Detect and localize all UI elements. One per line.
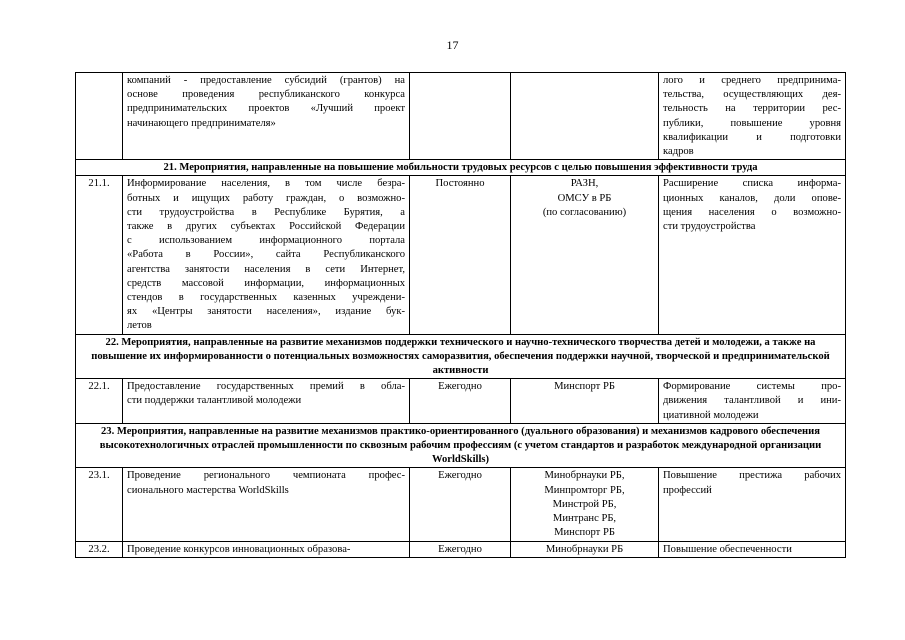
measure-executors <box>511 541 659 557</box>
section-header-row <box>76 334 846 379</box>
measure-description-line: агентства занятости населения в сети Интернет, <box>127 263 405 275</box>
expected-result-line: Повышение обеспеченности <box>663 543 792 555</box>
item-number: 23.1. <box>76 468 123 541</box>
expected-result <box>659 73 846 160</box>
executor: Минобрнауки РБ <box>545 543 624 555</box>
item-number <box>76 73 123 160</box>
measure-description-line: ях «Центры занятости населения», издание бук- <box>127 306 405 318</box>
executor: Минтранс РБ, <box>552 513 617 525</box>
executor: РАЗН, <box>570 178 599 190</box>
item-number: 23.2. <box>76 541 123 557</box>
measure-description-line: средств массовой информации, информационных <box>127 277 405 289</box>
page-number: 17 <box>446 38 459 52</box>
expected-result <box>659 379 846 424</box>
expected-result-line: циативной молодежи <box>663 409 759 421</box>
expected-result-line: лого и среднего предпринима- <box>663 75 841 86</box>
measure-description-line: сти поддержки талантливой молодежи <box>127 395 302 407</box>
expected-result-line: щения населения о возможно- <box>663 206 841 218</box>
section-title: 23. Мероприятия, направленные на развитие механизмов практико-ориентированного (дуального образования) и механизмов кадрового обеспечения высокотехнологичных отраслей промышленности по сквозным рабочим профессиям (с учетом стандартов и разработок международной организации WorldSkills) <box>76 423 846 468</box>
expected-result <box>659 541 846 557</box>
measure-term: Ежегодно <box>410 468 511 541</box>
expected-result-line: Формирование системы про- <box>663 381 841 393</box>
measure-description-line: сти трудоустройства в Республике Бурятия, а <box>127 206 405 218</box>
measure-description-line: «Работа в России», сайта Республиканского <box>127 249 405 261</box>
measure-term <box>410 73 511 160</box>
section-header-row <box>76 423 846 468</box>
measure-description <box>123 176 410 334</box>
table-row <box>76 541 846 557</box>
measure-description-line: стендов в государственных казенных учреждени- <box>127 292 405 304</box>
measure-description-line: основе проведения республиканского конкурса <box>127 89 405 101</box>
item-number: 22.1. <box>76 379 123 424</box>
measure-term: Ежегодно <box>410 379 511 424</box>
expected-result-line: Повышение престижа рабочих <box>663 470 841 482</box>
executor: Минстрой РБ, <box>552 498 617 510</box>
expected-result-line: ционных каналов, доли опове- <box>663 192 841 204</box>
executor: Минспорт РБ <box>554 527 615 539</box>
measure-description-line: начинающего предпринимателя» <box>127 117 276 129</box>
measure-executors <box>511 379 659 424</box>
measure-description-line: Предоставление государственных премий в обла- <box>127 381 405 393</box>
measure-term: Постоянно <box>410 176 511 334</box>
measure-description-line: также в других субъектах Российской Федерации <box>127 221 405 233</box>
measure-description-line: с использованием информационного портала <box>127 235 405 247</box>
expected-result-line: тельства, осуществляющих дея- <box>663 89 841 101</box>
measure-term: Ежегодно <box>410 541 511 557</box>
expected-result-line: публики, повышение уровня <box>663 117 841 129</box>
measure-executors <box>511 468 659 541</box>
measures-table <box>75 72 846 558</box>
measure-description <box>123 73 410 160</box>
expected-result-line: сти трудоустройства <box>663 221 756 233</box>
expected-result-line: профессий <box>663 484 712 496</box>
measure-description <box>123 468 410 541</box>
measure-description-line: компаний - предоставление субсидий (грантов) на <box>127 75 405 86</box>
measure-description-line: сионального мастерства WorldSkills <box>127 484 289 496</box>
measure-description-line: предпринимательских проектов «Лучший проект <box>127 103 405 115</box>
executor: Минпромторг РБ, <box>544 484 625 496</box>
section-title: 21. Мероприятия, направленные на повышение мобильности трудовых ресурсов с целью повышения эффективности труда <box>76 160 846 176</box>
executor: ОМСУ в РБ <box>557 192 612 204</box>
expected-result-line: тельность на территории рес- <box>663 103 841 115</box>
measure-description-line: летов <box>127 320 152 332</box>
measure-executors <box>511 176 659 334</box>
executor: (по согласованию) <box>542 206 627 218</box>
table-row <box>76 73 846 160</box>
section-title: 22. Мероприятия, направленные на развитие механизмов поддержки технического и научно-технического творчества детей и молодежи, а также на повышение их информированности о потенциальных возможностях саморазвития, обеспечения поддержки научной, творческой и предпринимательской активности <box>76 334 846 379</box>
table-row <box>76 176 846 334</box>
measure-description-line: Проведение регионального чемпионата профес- <box>127 470 405 482</box>
measure-description-line: Информирование населения, в том числе безра- <box>127 178 405 190</box>
expected-result <box>659 468 846 541</box>
expected-result-line: движения талантливой и ини- <box>663 395 841 407</box>
executor: Минспорт РБ <box>554 381 615 393</box>
item-number: 21.1. <box>76 176 123 334</box>
table-row <box>76 379 846 424</box>
measure-description <box>123 541 410 557</box>
executor: Минобрнауки РБ, <box>544 470 625 482</box>
measure-executors <box>511 73 659 160</box>
expected-result-line: Расширение списка информа- <box>663 178 841 190</box>
measure-description <box>123 379 410 424</box>
section-header-row <box>76 160 846 176</box>
expected-result-line: квалификации и подготовки <box>663 131 841 143</box>
measure-description-line: Проведение конкурсов инновационных образова- <box>127 543 351 555</box>
expected-result-line: кадров <box>663 146 694 158</box>
measure-description-line: ботных и ищущих работу граждан, о возможно- <box>127 192 405 204</box>
expected-result <box>659 176 846 334</box>
table-row <box>76 468 846 541</box>
